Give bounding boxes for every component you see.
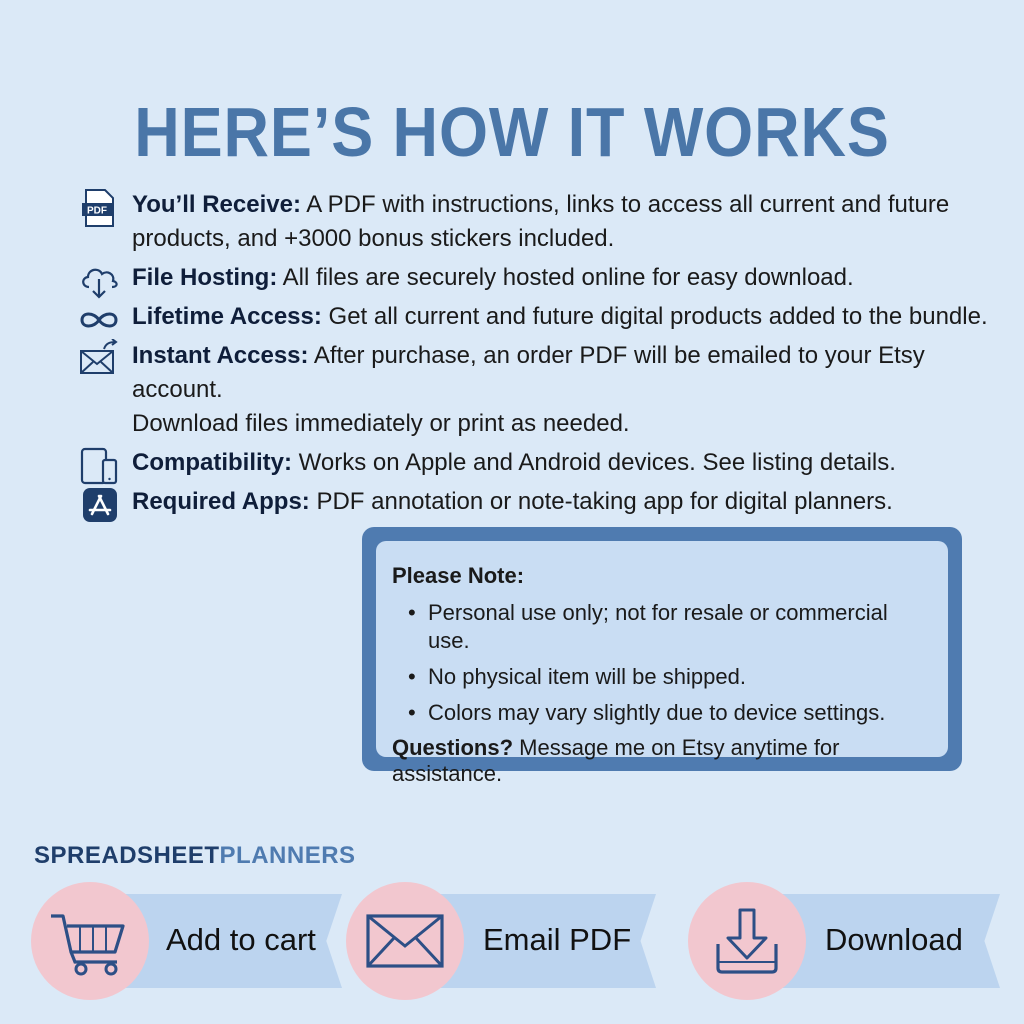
feature-label: Instant Access: (132, 342, 309, 369)
email-icon (78, 339, 120, 379)
add-to-cart-circle[interactable] (31, 882, 149, 1000)
feature-text: Get all current and future digital products added to the bundle. (328, 303, 988, 330)
note-box (362, 527, 962, 786)
note-content (376, 541, 948, 786)
feature-text: PDF annotation or note-taking app for digital planners. (316, 488, 893, 515)
cloud-download-icon (78, 261, 120, 301)
feature-item (78, 188, 998, 256)
infinity-icon (78, 300, 120, 340)
questions-label: Questions? (392, 735, 514, 760)
feature-text-continued: Download files immediately or print as needed. (132, 410, 630, 437)
email-pdf-label: Email PDF (483, 922, 632, 957)
feature-item (78, 485, 998, 519)
feature-label: Lifetime Access: (132, 303, 322, 330)
brand-logo (34, 842, 356, 870)
questions-line (392, 735, 934, 787)
feature-text: Works on Apple and Android devices. See listing details. (298, 449, 896, 476)
note-item: • Colors may vary slightly due to device settings. (408, 699, 934, 727)
download-circle[interactable] (688, 882, 806, 1000)
feature-label: File Hosting: (132, 264, 278, 291)
envelope-icon (346, 882, 464, 1000)
note-list (392, 599, 934, 727)
feature-item (78, 339, 998, 441)
page-title: HERE’S HOW IT WORKS (134, 93, 890, 171)
svg-text:PDF: PDF (87, 205, 107, 217)
feature-text: A PDF with instructions, links to access all current and future (306, 191, 950, 218)
add-to-cart-label: Add to cart (166, 922, 316, 957)
pdf-icon (78, 188, 120, 228)
feature-label: Compatibility: (132, 449, 292, 476)
note-item: • Personal use only; not for resale or commercial use. (408, 599, 934, 655)
cart-icon (31, 882, 149, 1000)
brand-part2: PLANNERS (219, 842, 356, 869)
feature-text: All files are securely hosted online for easy download. (282, 264, 854, 291)
feature-item (78, 446, 998, 480)
note-item: • No physical item will be shipped. (408, 663, 934, 691)
app-store-icon (78, 485, 120, 525)
email-pdf-circle[interactable] (346, 882, 464, 1000)
devices-icon (78, 446, 120, 486)
feature-item (78, 261, 998, 295)
feature-text-continued: products, and +3000 bonus stickers included. (132, 225, 615, 252)
feature-text: After purchase, an order PDF will be emailed to your Etsy account. (132, 342, 925, 403)
feature-item (78, 300, 998, 334)
feature-label: Required Apps: (132, 488, 310, 515)
feature-label: You’ll Receive: (132, 191, 301, 218)
questions-text: Message me on Etsy anytime for assistance. (392, 735, 840, 786)
download-label: Download (825, 922, 963, 957)
note-heading: Please Note: (392, 563, 525, 588)
download-icon (688, 882, 806, 1000)
brand-part1: SPREADSHEET (34, 842, 220, 869)
feature-list (78, 188, 998, 524)
